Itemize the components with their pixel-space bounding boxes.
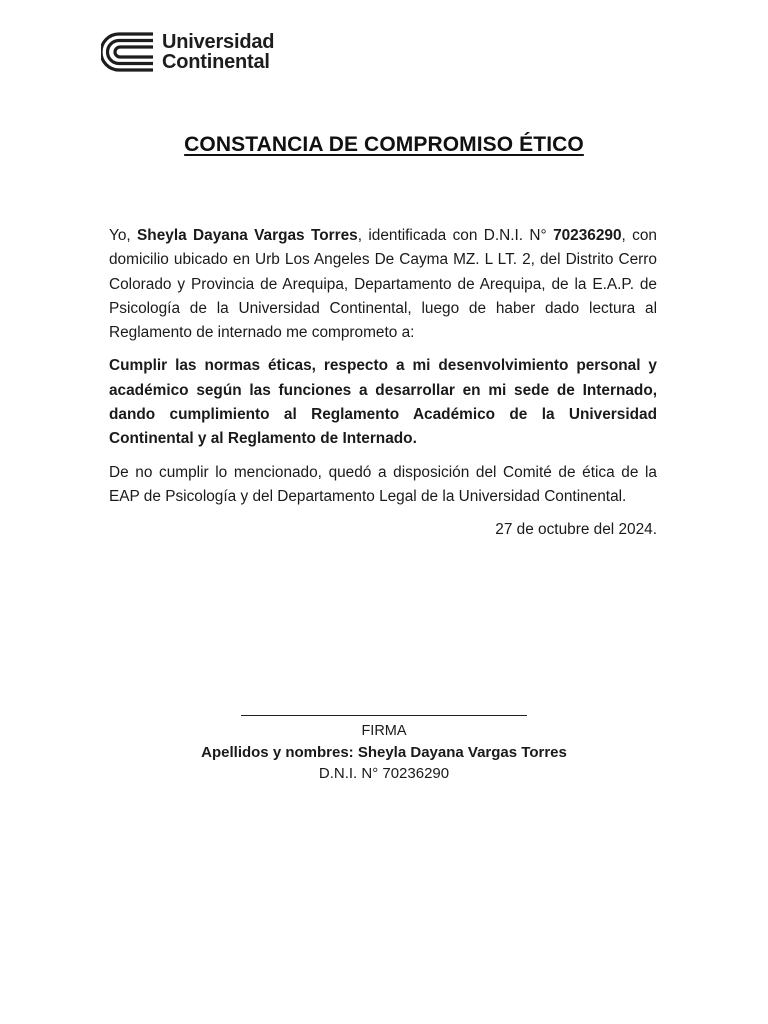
continental-logo-icon [101,30,155,74]
signature-block [0,700,768,784]
document-body [109,224,657,543]
paragraph-commitment: Cumplir las normas éticas, respecto a mi desenvolvimiento personal y académico según las funciones a desarrollar en mi sede de Internado, dando cumplimiento al Reglamento Académico de la Universidad Continental y al Reglamento de Internado. [109,357,657,448]
signature-label: FIRMA [361,723,407,739]
declarant-name: Sheyla Dayana Vargas Torres [137,227,358,244]
text-fragment: , identificada con D.N.I. N° [357,227,554,244]
paragraph-consequence: De no cumplir lo mencionado, quedó a disposición del Comité de ética de la EAP de Psicología y del Departamento Legal de la Universidad Continental. [109,463,657,505]
text-fragment: , con domicilio ubicado en Urb Los Angeles De Cayma MZ. L LT. 2, del Distrito Cerro Colorado y Provincia de Arequipa, Departamento de Arequipa, de la E.A.P. de Psicología de la Universidad Continental, luego de haber dado lectura al Reglamento de internado me comprometo a: [109,227,657,342]
signature-dni: D.N.I. N° 70236290 [318,765,450,782]
university-logo [101,30,274,74]
signature-line [241,715,527,716]
declarant-dni: 70236290 [553,227,622,244]
document-title: CONSTANCIA DE COMPROMISO ÉTICO [184,133,584,156]
logo-wordmark [162,32,274,72]
paragraph-declaration [109,224,657,345]
logo-line-2: Continental [162,51,270,73]
signature-names: Apellidos y nombres: Sheyla Dayana Vargas Torres [201,744,567,761]
logo-line-1: Universidad [162,31,275,53]
document-date: 27 de octubre del 2024. [495,521,657,539]
text-fragment: Yo, [109,227,138,244]
